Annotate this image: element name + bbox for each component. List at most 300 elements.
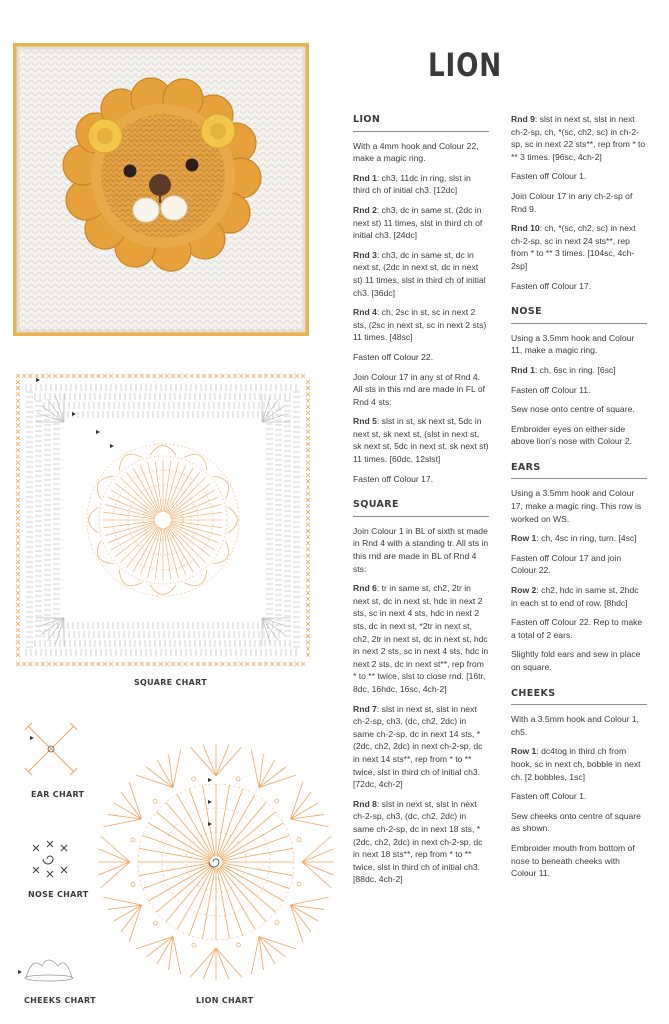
border-stitch <box>306 572 310 576</box>
lion-dc-stitch <box>166 802 212 857</box>
border-stitch <box>239 662 243 666</box>
cheek-chain <box>25 975 73 981</box>
square-rnd-7: Rnd 7: slst in next st, slst in next ch-2-sp, ch3, (dc, ch2, 2dc) in same ch-2-sp, dc in next 14 sts, *(2dc, ch2, 2dc) in next ch-2-sp, dc in next 14 sts**, rep from * to ** twice, slst in third ch of initial ch3. [72dc, 4ch-2] <box>353 703 483 790</box>
border-stitch <box>208 374 212 378</box>
border-stitch <box>47 662 51 666</box>
lion-petal-stitch <box>216 948 242 977</box>
lion-petal-stitch <box>190 747 216 776</box>
border-stitch <box>202 374 206 378</box>
border-stitch <box>90 662 94 666</box>
center-dc-stitch <box>169 483 210 515</box>
center-shell <box>119 454 142 470</box>
lion-petal-stitch <box>173 936 181 974</box>
nose-chart-diagram <box>30 842 70 876</box>
lion-slst <box>236 943 240 947</box>
lion-petal-stitch <box>101 836 130 862</box>
border-stitch <box>306 454 310 458</box>
lion-petal-stitch <box>173 749 181 787</box>
border-stitch <box>78 662 82 666</box>
ears-fasten-join: Fasten off Colour 17 and join Colour 22. <box>511 552 622 576</box>
lion-dc-stitch <box>202 785 215 856</box>
border-stitch <box>306 609 310 613</box>
lion-petal-stitch <box>302 836 331 862</box>
ear-hdc-stitch <box>51 749 74 772</box>
border-stitch <box>16 399 20 403</box>
border-stitch <box>16 547 20 551</box>
ear-chart-caption: EAR CHART <box>31 790 85 799</box>
border-stitch <box>264 374 268 378</box>
lion-petal-stitch <box>259 754 263 788</box>
lion-petal-stitch <box>99 862 130 875</box>
border-stitch <box>103 662 107 666</box>
border-stitch <box>306 510 310 514</box>
square-rnd-8: Rnd 8: slst in next st, slst in next ch-2-sp, ch3, (dc, ch2, 2dc) in same ch-2-sp, dc in next 18 sts, *(2dc, ch2, 2dc) in next ch-2-sp, dc in next 18 sts**, rep from * to ** twice, slst in third ch of initial ch3. [88dc, 4ch-2] <box>353 798 483 885</box>
border-stitch <box>66 662 70 666</box>
border-stitch <box>16 405 20 409</box>
lion-rnd-3: Rnd 3: ch3, dc in same st, dc in next st, (2dc in next st, dc in next st) 11 times, slst in third ch of initial ch3. [36dc] <box>353 249 486 298</box>
border-stitch <box>47 374 51 378</box>
center-shell <box>212 476 228 499</box>
lion-petal-stitch <box>101 862 130 888</box>
border-stitch <box>233 374 237 378</box>
border-stitch <box>221 662 225 666</box>
cheeks-fasten: Fasten off Colour 1. <box>511 791 587 802</box>
border-stitch <box>306 430 310 434</box>
border-stitch <box>306 448 310 452</box>
border-stitch <box>16 461 20 465</box>
lion-rnd-1: Rnd 1: ch3, 11dc in ring, slst in third ch of initial ch3. [12dc] <box>353 172 471 196</box>
border-stitch <box>16 498 20 502</box>
border-stitch <box>208 662 212 666</box>
border-stitch <box>227 374 231 378</box>
lion-petal-stitch <box>136 936 173 948</box>
border-stitch <box>66 374 70 378</box>
center-shell <box>150 446 176 456</box>
lion-rnd-2: Rnd 2: ch3, dc in same st, (2dc in next st) 11 times, slst in third ch of initial ch3. [24dc] <box>353 204 483 241</box>
lion-square-photo <box>13 43 309 336</box>
border-stitch <box>183 374 187 378</box>
border-stitch <box>306 461 310 465</box>
lion-petal-stitch <box>203 948 216 979</box>
lion-petal-stitch <box>290 792 311 819</box>
lion-petal-stitch <box>259 936 263 970</box>
border-stitch <box>16 622 20 626</box>
border-stitch <box>306 411 310 415</box>
center-dc-stitch <box>115 483 156 515</box>
cheeks-sew: Sew cheeks onto centre of square as shown. <box>511 810 641 834</box>
center-dc-stitch <box>121 526 158 563</box>
center-shell <box>89 507 99 533</box>
direction-arrow <box>96 430 100 434</box>
ears-fasten: Fasten off Colour 22. Rep to make a total of 2 ears. <box>511 617 643 640</box>
nose-magic-ring <box>43 856 53 864</box>
border-stitch <box>16 640 20 644</box>
border-stitch <box>306 554 310 558</box>
center-shell <box>184 454 207 470</box>
border-stitch <box>16 436 20 440</box>
border-stitch <box>121 662 125 666</box>
corner-fan-stitch <box>41 406 64 422</box>
border-stitch <box>171 374 175 378</box>
center-dc-stitch <box>168 526 200 567</box>
border-stitch <box>245 374 249 378</box>
lion-petal-stitch <box>290 819 328 827</box>
border-stitch <box>258 374 262 378</box>
border-stitch <box>53 662 57 666</box>
border-stitch <box>306 423 310 427</box>
border-stitch <box>177 374 181 378</box>
border-stitch <box>16 647 20 651</box>
border-stitch <box>16 603 20 607</box>
border-stitch <box>295 662 299 666</box>
border-stitch <box>16 653 20 657</box>
border-stitch <box>41 374 45 378</box>
center-shell <box>212 541 228 564</box>
lion-slst <box>236 777 240 781</box>
border-stitch <box>306 380 310 384</box>
square-fasten-1: Fasten off Colour 1. <box>511 171 587 182</box>
direction-arrow <box>30 736 34 740</box>
nose <box>149 174 171 196</box>
border-stitch <box>152 374 156 378</box>
border-stitch <box>121 374 125 378</box>
lion-join: Join Colour 17 in any st of Rnd 4. All sts in this rnd are made in FL of Rnd 4 sts: <box>353 371 485 407</box>
border-stitch <box>202 662 206 666</box>
border-stitch <box>16 578 20 582</box>
center-shell <box>97 541 113 564</box>
lion-rnd-4: Rnd 4: ch, 2sc in st, sc in next 2 sts, (2sc in next st, sc in next 2 sts) 11 times. [48sc] <box>353 307 487 343</box>
border-stitch <box>301 662 305 666</box>
lion-slst <box>275 921 279 925</box>
border-stitch <box>258 662 262 666</box>
center-dc-stitch <box>126 526 158 567</box>
lion-slst <box>275 799 279 803</box>
lion-petal-stitch <box>103 819 141 827</box>
border-stitch <box>16 485 20 489</box>
corner-fan-stitch <box>262 618 278 641</box>
border-stitch <box>16 566 20 570</box>
border-stitch <box>306 591 310 595</box>
ears-row-2: Row 2: ch2, hdc in same st, 2hdc in each st to end of row. [8hdc] <box>511 585 639 608</box>
border-stitch <box>306 498 310 502</box>
border-stitch <box>16 554 20 558</box>
lion-petal-stitch <box>169 754 173 788</box>
section-heading-nose: NOSE <box>511 306 647 324</box>
corner-fan-stitch <box>48 399 64 422</box>
corner-fan-stitch <box>262 618 285 634</box>
corner-fan-stitch <box>262 618 289 627</box>
border-stitch <box>289 662 293 666</box>
square-rnd-10: Rnd 10: ch, *(sc, ch2, sc) in next ch-2-sp, sc in next 24 sts**, rep from * to ** 3 times. [104sc, 4ch-2sp] <box>511 223 636 271</box>
border-stitch <box>134 374 138 378</box>
lion-petal-stitch <box>251 749 259 787</box>
border-stitch <box>16 585 20 589</box>
border-stitch <box>59 374 63 378</box>
lion-petal-stitch <box>99 849 130 862</box>
border-stitch <box>134 662 138 666</box>
border-stitch <box>16 411 20 415</box>
border-stitch <box>16 423 20 427</box>
border-stitch <box>276 374 280 378</box>
square-join: Join Colour 17 in any ch-2-sp of Rnd 9. <box>511 190 633 214</box>
lion-slst <box>192 777 196 781</box>
border-stitch <box>16 448 20 452</box>
nose-sc-stitch <box>33 845 39 851</box>
border-stitch <box>306 529 310 533</box>
border-stitch <box>306 547 310 551</box>
center-shell <box>150 585 176 595</box>
border-stitch <box>306 622 310 626</box>
lion-dc-stitch <box>156 812 211 858</box>
lion-petal-stitch <box>190 948 216 977</box>
lion-fasten-2: Fasten off Colour 17. <box>353 473 434 484</box>
nose-sc-stitch <box>33 867 39 873</box>
ear-hdc-stitch <box>51 726 74 749</box>
square-rnd-6: Rnd 6: tr in same st, ch2, 2tr in next st, dc in next st, hdc in next 2 sts, sc in next 4 sts, hdc in next 2 sts, dc in next st, *2tr in next st, ch2, 2tr in next st, dc in next st, hdc in next 2 sts, sc in next 4 sts, hdc in next 2 sts, dc in next st**, rep from * to ** twice, slst to close rnd. [16tr, 8dc, 16hdc, 16sc, 4ch-2] <box>353 583 489 694</box>
border-stitch <box>221 374 225 378</box>
border-stitch <box>276 662 280 666</box>
border-stitch <box>190 662 194 666</box>
lion-petal-stitch <box>169 936 173 970</box>
square-intro: Join Colour 1 in BL of sixth st made in Rnd 4 with a standing tr. All sts in this rnd are made in BL of Rnd 4 sts: <box>353 525 489 574</box>
border-stitch <box>97 374 101 378</box>
border-stitch <box>115 374 119 378</box>
border-stitch <box>146 662 150 666</box>
border-stitch <box>306 417 310 421</box>
corner-fan-stitch <box>41 618 64 634</box>
border-stitch <box>295 374 299 378</box>
border-stitch <box>16 523 20 527</box>
lion-slst <box>153 921 157 925</box>
border-stitch <box>196 374 200 378</box>
border-stitch <box>16 609 20 613</box>
border-stitch <box>78 374 82 378</box>
nose-embroider: Embroider eyes on either side above lion's nose with Colour 2. <box>511 423 633 447</box>
border-stitch <box>109 662 113 666</box>
nose-sew: Sew nose onto centre of square. <box>511 404 635 415</box>
border-stitch <box>233 662 237 666</box>
nose-sc-stitch <box>47 841 53 847</box>
border-stitch <box>306 634 310 638</box>
nose-rnd-1: Rnd 1: ch, 6sc in ring. [6sc] <box>511 364 616 375</box>
border-stitch <box>306 628 310 632</box>
center-dc-stitch <box>126 472 158 513</box>
lion-petal-stitch <box>290 782 302 819</box>
square-fasten-2: Fasten off Colour 17. <box>511 280 592 291</box>
lion-petal-stitch <box>251 936 259 974</box>
direction-arrow <box>208 778 212 782</box>
border-stitch <box>306 405 310 409</box>
direction-arrow <box>208 800 212 804</box>
border-stitch <box>16 572 20 576</box>
lion-petal-stitch <box>302 862 331 888</box>
border-stitch <box>264 662 268 666</box>
border-stitch <box>28 662 32 666</box>
border-stitch <box>306 597 310 601</box>
square-rnd-9: Rnd 9: slst in next st, slst in next ch-2-sp, ch, *(sc, ch2, sc) in ch-2-sp, sc in next 22 sts**, rep from * to ** 3 times. [96sc, 4ch-2] <box>511 114 646 162</box>
border-stitch <box>227 662 231 666</box>
border-stitch <box>16 628 20 632</box>
border-stitch <box>306 523 310 527</box>
border-stitch <box>306 485 310 489</box>
border-stitch <box>59 662 63 666</box>
border-stitch <box>103 374 107 378</box>
border-stitch <box>28 374 32 378</box>
section-heading-ears: EARS <box>511 462 647 480</box>
border-stitch <box>252 662 256 666</box>
border-stitch <box>140 374 144 378</box>
border-stitch <box>16 386 20 390</box>
center-shell <box>97 476 113 499</box>
border-stitch <box>165 662 169 666</box>
border-stitch <box>22 374 26 378</box>
border-stitch <box>306 473 310 477</box>
border-stitch <box>16 417 20 421</box>
corner-fan-stitch <box>262 395 271 422</box>
border-stitch <box>190 374 194 378</box>
direction-arrow <box>72 412 76 416</box>
border-stitch <box>283 374 287 378</box>
border-stitch <box>16 662 20 666</box>
border-stitch <box>306 442 310 446</box>
lion-petal-stitch <box>216 745 229 776</box>
lion-slst <box>131 838 135 842</box>
border-stitch <box>97 662 101 666</box>
center-dc-stitch <box>115 525 156 557</box>
lion-petal-stitch <box>108 905 142 909</box>
border-stitch <box>16 591 20 595</box>
center-shell <box>184 569 207 585</box>
cheeks-chart-caption: CHEEKS CHART <box>24 996 96 1005</box>
direction-arrow <box>110 444 114 448</box>
border-stitch <box>270 374 274 378</box>
direction-arrow <box>208 822 212 826</box>
border-stitch <box>16 597 20 601</box>
nose-intro: Using a 3.5mm hook and Colour 11, make a magic ring. <box>511 332 635 356</box>
border-stitch <box>72 662 76 666</box>
border-stitch <box>306 386 310 390</box>
lion-intro: With a 4mm hook and Colour 22, make a magic ring. <box>353 140 479 164</box>
corner-fan-stitch <box>262 406 285 422</box>
lion-slst <box>153 799 157 803</box>
border-stitch <box>128 662 132 666</box>
border-stitch <box>84 374 88 378</box>
cheeks-row-1: Row 1: dc4tog in third ch from hook, sc in next ch, bobble in next ch. [2 bobbles, 1sc] <box>511 746 641 782</box>
border-stitch <box>306 647 310 651</box>
lion-petal-stitch <box>216 948 229 979</box>
lion-petal-stitch <box>146 936 173 957</box>
square-chart-diagram <box>14 372 312 668</box>
cheeks-chart-diagram <box>18 950 80 982</box>
corner-fan-stitch <box>37 618 64 627</box>
border-stitch <box>196 662 200 666</box>
lion-slst <box>131 882 135 886</box>
border-stitch <box>140 662 144 666</box>
border-stitch <box>152 662 156 666</box>
border-stitch <box>16 454 20 458</box>
cheeks-intro: With a 3.5mm hook and Colour 1, ch5. <box>511 714 640 737</box>
lion-dc-stitch <box>222 863 293 876</box>
border-stitch <box>84 662 88 666</box>
border-stitch <box>16 442 20 446</box>
square-chart-caption: SQUARE CHART <box>134 678 208 687</box>
border-stitch <box>289 374 293 378</box>
border-stitch <box>53 374 57 378</box>
nose-fasten: Fasten off Colour 11. <box>511 384 591 395</box>
border-stitch <box>41 662 45 666</box>
border-stitch <box>306 603 310 607</box>
center-shell <box>228 507 238 533</box>
corner-fan-stitch <box>262 399 278 422</box>
border-stitch <box>16 616 20 620</box>
lion-petal-stitch <box>290 815 324 819</box>
border-stitch <box>16 380 20 384</box>
lion-petal-stitch <box>129 905 141 942</box>
border-stitch <box>183 662 187 666</box>
center-dc-stitch <box>169 478 206 515</box>
center-dc-stitch <box>169 526 206 563</box>
border-stitch <box>306 560 310 564</box>
border-stitch <box>214 374 218 378</box>
border-stitch <box>16 430 20 434</box>
lion-rnd-5: Rnd 5: slst in st, sk next st, 5dc in next st, sk next st, (slst in next st, sk next st, 5dc in next st, sk next st) 11 times. [60dc, 12slst] <box>353 416 489 465</box>
border-stitch <box>306 492 310 496</box>
border-stitch <box>306 640 310 644</box>
border-stitch <box>306 585 310 589</box>
border-stitch <box>16 634 20 638</box>
lion-dc-stitch <box>139 863 210 876</box>
border-stitch <box>306 535 310 539</box>
border-stitch <box>16 374 20 378</box>
lion-dc-stitch <box>217 785 230 856</box>
ears-fold: Slightly fold ears and sew in place on square. <box>511 649 641 672</box>
center-dc-stitch <box>121 478 158 515</box>
border-stitch <box>146 374 150 378</box>
border-stitch <box>115 662 119 666</box>
border-stitch <box>306 616 310 620</box>
nose-sc-stitch <box>61 845 67 851</box>
border-stitch <box>16 504 20 508</box>
lion-petal-stitch <box>290 897 328 905</box>
lion-dc-stitch <box>139 848 210 861</box>
direction-arrow <box>36 378 40 382</box>
corner-fan-stitch <box>48 618 64 641</box>
border-stitch <box>306 653 310 657</box>
lion-dc-stitch <box>221 812 276 858</box>
border-stitch <box>16 492 20 496</box>
border-stitch <box>16 535 20 539</box>
border-stitch <box>72 374 76 378</box>
section-heading-cheeks: CHEEKS <box>511 688 647 706</box>
lion-petal-stitch <box>108 815 142 819</box>
border-stitch <box>252 374 256 378</box>
center-dc-stitch <box>169 525 210 557</box>
border-stitch <box>306 504 310 508</box>
lion-petal-stitch <box>302 862 333 875</box>
border-stitch <box>16 541 20 545</box>
lion-petal-stitch <box>290 905 311 932</box>
border-stitch <box>306 541 310 545</box>
right-eye <box>186 159 199 172</box>
lion-petal-stitch <box>103 897 141 905</box>
cheeks-embroider: Embroider mouth from bottom of nose to beneath cheeks with Colour 11. <box>511 842 635 879</box>
border-stitch <box>35 662 39 666</box>
border-stitch <box>306 467 310 471</box>
nose-sc-stitch <box>61 867 67 873</box>
border-stitch <box>165 374 169 378</box>
border-stitch <box>90 374 94 378</box>
column-left <box>353 114 489 893</box>
